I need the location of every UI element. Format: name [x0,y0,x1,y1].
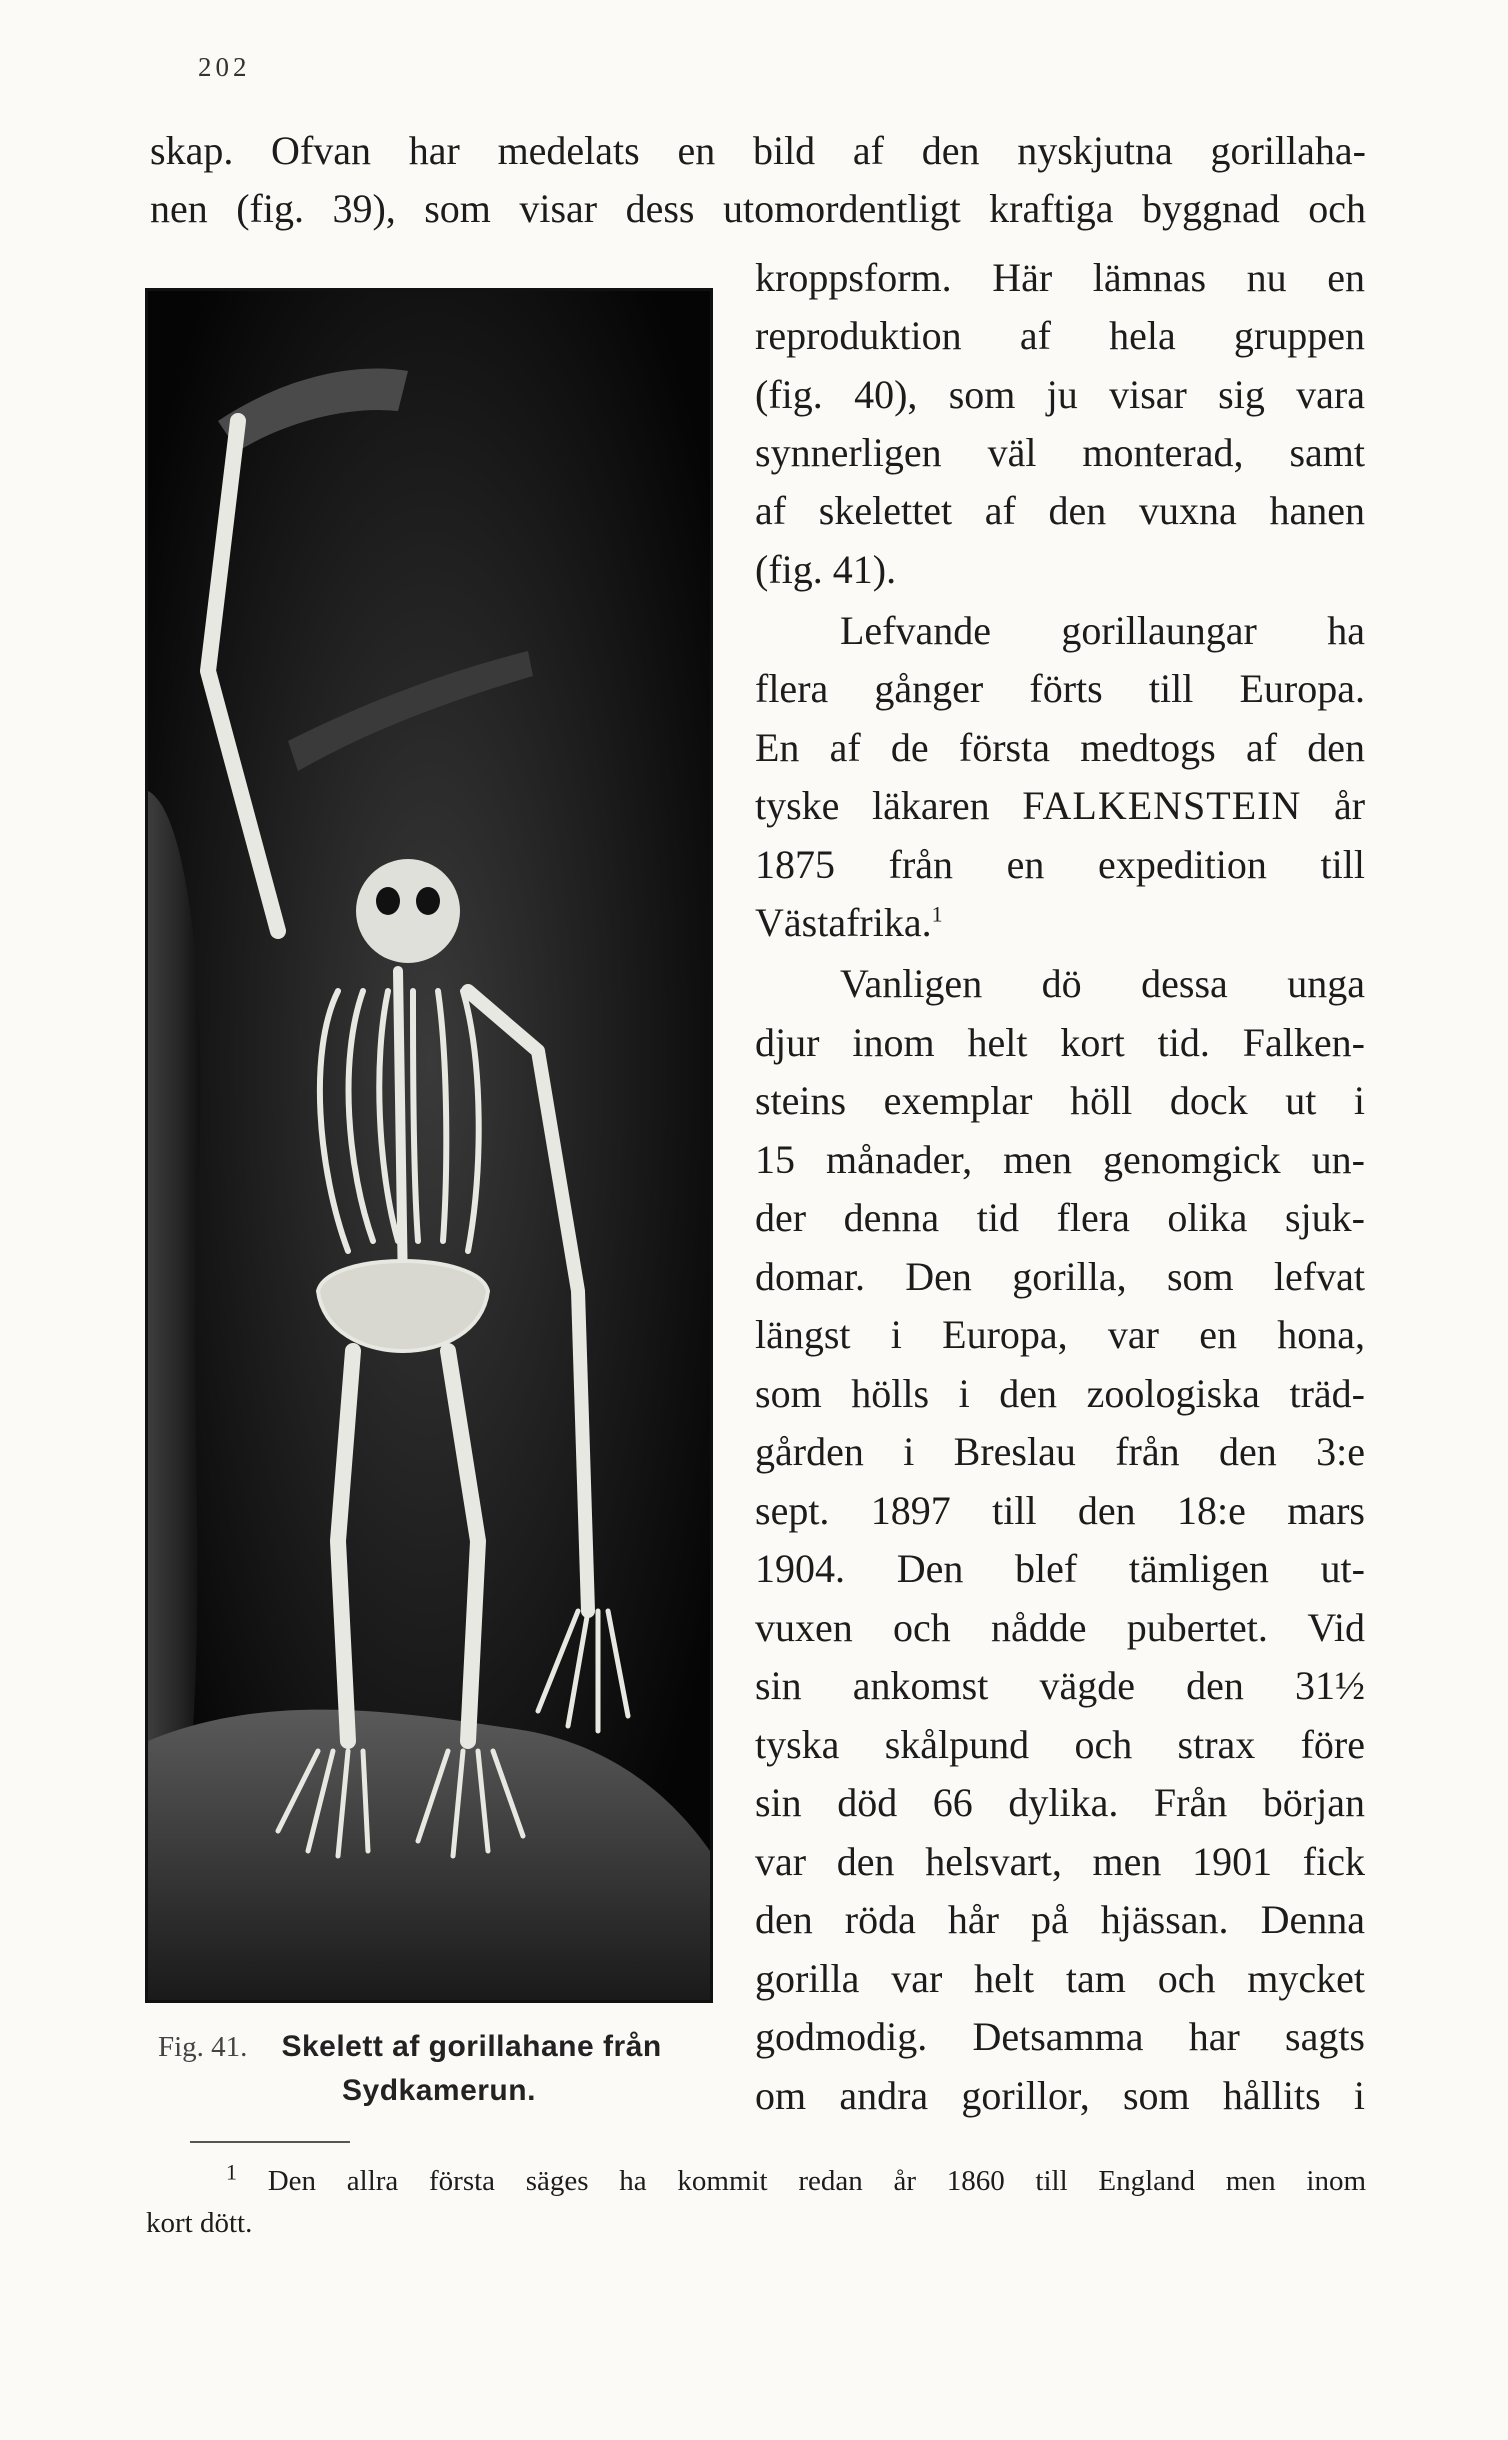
text-fragment: Västafrika. [755,900,932,945]
text-line [755,894,1365,952]
text-line: af skelettet af den vuxna hanen [755,488,1365,533]
text-line: som hölls i den zoologiska träd- [755,1371,1365,1416]
text-line [755,1657,1365,1715]
text-line: En af de första medtogs af den [755,725,1365,770]
text-line: längst i Europa, var en hona, [755,1312,1365,1357]
text-line [755,777,1365,835]
text-line: 1904. Den blef tämligen ut- [755,1546,1365,1591]
text-line: (fig. 41). [755,547,897,592]
text-fragment: år [1333,783,1366,828]
tree-trunk [148,791,201,1811]
footnote-reference: 1 [931,901,943,927]
text-line: djur inom helt kort tid. Falken- [755,1020,1365,1065]
footnote-text: Den allra första säges ha kommit redan år 1860 till England men inom [267,2165,1367,2197]
text-line: sin död 66 dylika. Från början [755,1780,1365,1825]
footnote-separator [190,2141,350,2143]
text-line: flera gånger förts till Europa. [755,666,1365,711]
eye-socket [376,887,400,915]
fraction: ½ [1335,1663,1365,1708]
footnote-marker: 1 [226,2159,237,2185]
text-line: gorilla var helt tam och mycket [755,1956,1365,2001]
text-line: sept. 1897 till den 18:e mars [755,1488,1365,1533]
text-line: 15 månader, men genomgick un- [755,1137,1365,1182]
text-line: den röda hår på hjässan. Denna [755,1897,1365,1942]
text-line: gården i Breslau från den 3:e [755,1429,1365,1474]
text-fragment: sin ankomst vägde den 31 [755,1663,1335,1708]
text-line: der denna tid flera olika sjuk- [755,1195,1365,1240]
text-line: synnerligen väl monterad, samt [755,430,1365,475]
figure-caption-continued: Sydkamerun. [342,2074,536,2107]
spine [398,971,403,1291]
text-line: var den helsvart, men 1901 fick [755,1839,1365,1884]
text-line: domar. Den gorilla, som lefvat [755,1254,1365,1299]
text-line: steins exemplar höll dock ut i [755,1078,1365,1123]
eye-socket [416,887,440,915]
footnote [226,2160,1366,2202]
footnote-continued: kort dött. [146,2207,253,2239]
text-line: skap. Ofvan har medelats en bild af den nyskjutna gorillaha- [150,128,1366,173]
text-line: kroppsform. Här lämnas nu en [755,255,1365,300]
text-line: om andra gorillor, som hållits i [755,2073,1365,2118]
text-line: Lefvande gorillaungar ha [840,608,1365,653]
text-fragment: tyske läkaren [755,783,990,828]
text-line: Vanligen dö dessa unga [840,961,1365,1006]
skull [356,859,460,963]
figure-label: Fig. 41. [158,2031,248,2063]
page-number: 202 [198,52,251,82]
text-line: godmodig. Detsamma har sagts [755,2014,1365,2059]
text-line: vuxen och nådde pubertet. Vid [755,1605,1365,1650]
text-line: (fig. 40), som ju visar sig vara [755,372,1365,417]
text-line: reproduktion af hela gruppen [755,313,1365,358]
author-name-smallcaps: FALKENSTEIN [1022,783,1302,828]
text-line: tyska skålpund och strax före [755,1722,1365,1767]
text-line: 1875 från en expedition till [755,842,1365,887]
figure-title: Skelett af gorillahane från [281,2030,662,2063]
gorilla-skeleton-photo [145,288,713,2003]
figure-caption [158,2030,738,2064]
text-line: nen (fig. 39), som visar dess utomordentligt kraftiga byggnad och [150,186,1366,231]
